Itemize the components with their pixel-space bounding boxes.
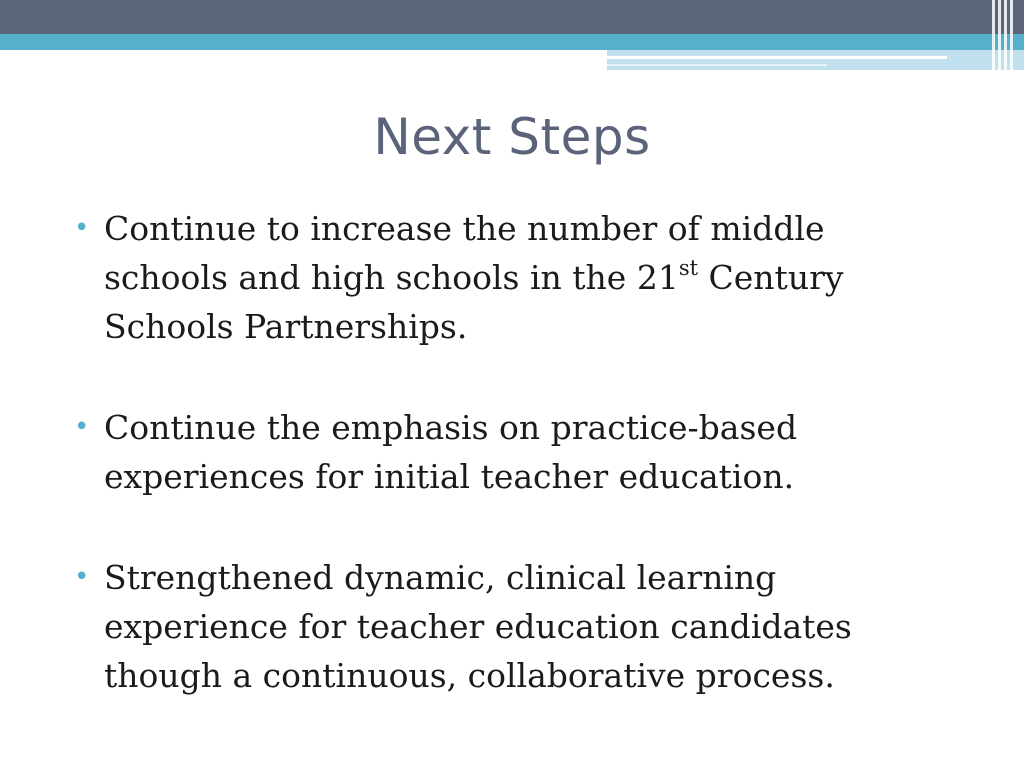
bullet-marker-icon: • (74, 412, 90, 442)
header-band-dark (0, 0, 1024, 34)
bullet-item (72, 403, 952, 501)
header-band-line (607, 56, 947, 59)
bullet-text (104, 209, 844, 346)
bullet-text-part: Continue to increase the number of middle schools and high schools in the 21 (104, 209, 825, 297)
header-band-light (607, 50, 1024, 70)
header-band-teal (0, 34, 1024, 50)
slide-title: Next Steps (373, 108, 651, 166)
bullet-text-part: Century Schools Partnerships. (104, 258, 844, 346)
header-stripe (1010, 0, 1013, 70)
bullet-item (72, 204, 952, 351)
header-stripe (1004, 0, 1007, 70)
bullet-text: Continue the emphasis on practice-based experiences for initial teacher education. (104, 408, 798, 496)
bullet-item (72, 553, 952, 700)
ordinal-superscript: st (678, 256, 699, 280)
bullet-marker-icon: • (74, 213, 90, 243)
header-band-line-secondary (607, 64, 827, 66)
header-stripe (998, 0, 1001, 70)
header-stripe (992, 0, 995, 70)
bullet-list (72, 204, 952, 752)
header-stripes (988, 0, 1024, 70)
bullet-text: Strengthened dynamic, clinical learning experience for teacher education candidates though a continuous, collaborative process. (104, 558, 852, 695)
bullet-marker-icon: • (74, 562, 90, 592)
